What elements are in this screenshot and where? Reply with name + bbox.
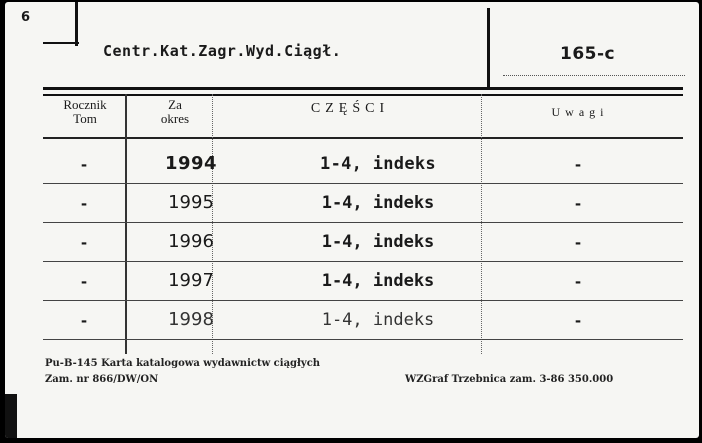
header-rocznik-label: Rocznik [63,97,107,112]
header-za-okres [133,98,217,126]
title-separator [487,8,490,88]
czesci-cell: 1-4, indeks [321,232,435,252]
call-number: 165-c [560,44,616,64]
za-okres-cell: 1994 [164,153,218,174]
za-okres-cell: 1997 [168,270,214,291]
card-title: Centr.Kat.Zagr.Wyd.Ciągł. [103,42,342,60]
table-row [43,302,683,340]
header-uwagi: Uwagi [551,105,609,119]
uwagi-cell: - [573,156,583,174]
corner-mark-vertical [75,2,78,46]
header-rocznik-tom [45,98,125,126]
table-row [43,146,683,184]
uwagi-cell: - [573,312,583,330]
row-rule [43,183,683,184]
za-okres-cell: 1998 [168,309,214,330]
uwagi-cell: - [573,234,583,252]
row-rule [43,222,683,223]
header-bottom-rule [43,137,683,139]
corner-mark-horizontal [43,42,79,44]
za-okres-cell: 1995 [168,192,214,213]
czesci-cell: 1-4, indeks [321,271,435,291]
header-czesci: CZĘŚCI [310,101,390,116]
table-row [43,185,683,223]
corner-number: 6 [21,10,31,25]
table-row [43,224,683,262]
uwagi-cell: - [573,273,583,291]
header-rule-thick [43,87,683,90]
uwagi-cell: - [573,195,583,213]
rocznik-cell: - [79,312,89,330]
form-description: Pu-B-145 Karta katalogowa wydawnictw ciągłych [45,358,321,369]
czesci-cell: 1-4, indeks [321,193,435,213]
czesci-cell: 1-4, indeks [321,310,435,330]
rocznik-cell: - [79,234,89,252]
za-okres-cell: 1996 [168,231,214,252]
header-rule-thin [43,94,683,96]
rocznik-cell: - [79,156,89,174]
call-number-dotted-line [503,75,685,76]
row-rule [43,339,683,340]
header-okres-label: okres [160,111,190,126]
row-rule [43,300,683,301]
order-number: Zam. nr 866/DW/ON [45,374,159,385]
printer-imprint: WZGraf Trzebnica zam. 3-86 350.000 [405,374,614,385]
table-row [43,263,683,301]
czesci-cell: 1-4, indeks [320,154,436,174]
card-edge-mark [5,394,17,438]
header-tom-label: Tom [73,111,97,126]
rocznik-cell: - [79,195,89,213]
rocznik-cell: - [79,273,89,291]
row-rule [43,261,683,262]
header-za-label: Za [168,97,182,112]
catalog-card [5,2,699,438]
